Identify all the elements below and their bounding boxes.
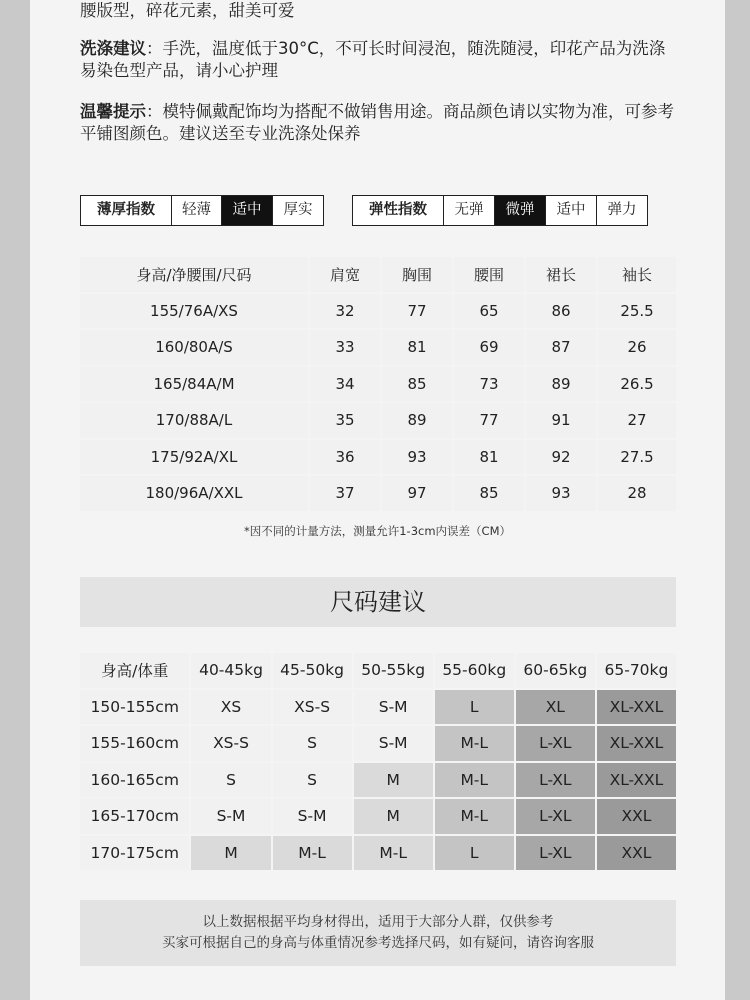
table-cell: XL-XXL (597, 690, 676, 725)
table-cell: S (273, 726, 352, 761)
table-cell: 73 (454, 367, 524, 402)
size-chart-header: 胸围 (382, 257, 452, 292)
table-cell: 32 (310, 294, 380, 329)
table-cell: 93 (382, 440, 452, 475)
elasticity-option: 适中 (545, 196, 596, 225)
recommendation-header: 65-70kg (597, 653, 676, 688)
table-cell: 69 (454, 330, 524, 365)
thickness-index (80, 195, 324, 226)
table-cell: 91 (526, 403, 596, 438)
table-cell: 35 (310, 403, 380, 438)
reminder-text: ：模特佩戴配饰均为搭配不做销售用途。商品颜色请以实物为准，可参考平铺图颜色。建议送至专业洗涤处保养 (80, 102, 674, 143)
size-recommendation-table (78, 651, 678, 872)
size-recommendation-title: 尺码建议 (80, 577, 676, 627)
product-detail-page (30, 0, 725, 1000)
table-cell: L-XL (516, 836, 595, 871)
table-cell: S-M (354, 726, 433, 761)
size-chart-header: 身高/净腰围/尺码 (80, 257, 308, 292)
size-chart-header-row (80, 257, 676, 292)
table-cell: 34 (310, 367, 380, 402)
care-instructions (80, 38, 680, 82)
table-cell: 77 (382, 294, 452, 329)
table-cell: 37 (310, 476, 380, 511)
table-cell: 170-175cm (80, 836, 189, 871)
table-cell: 97 (382, 476, 452, 511)
recommendation-header-row (80, 653, 676, 688)
care-label: 洗涤建议 (80, 39, 146, 58)
table-cell: M-L (354, 836, 433, 871)
table-row (80, 726, 676, 761)
size-chart-header: 裙长 (526, 257, 596, 292)
thickness-option: 厚实 (272, 196, 323, 225)
table-cell: 93 (526, 476, 596, 511)
table-cell: M-L (435, 726, 514, 761)
table-cell: L (435, 690, 514, 725)
table-cell: 165/84A/M (80, 367, 308, 402)
table-cell: 89 (382, 403, 452, 438)
recommendation-header: 身高/体重 (80, 653, 189, 688)
thickness-index-title: 薄厚指数 (97, 202, 155, 218)
table-cell: 170/88A/L (80, 403, 308, 438)
table-cell: S-M (273, 799, 352, 834)
size-chart-header: 肩宽 (310, 257, 380, 292)
table-cell: M (354, 763, 433, 798)
table-cell: XL (516, 690, 595, 725)
table-cell: M-L (435, 799, 514, 834)
table-cell: 175/92A/XL (80, 440, 308, 475)
table-cell: XL-XXL (597, 726, 676, 761)
table-cell: 36 (310, 440, 380, 475)
elasticity-index (352, 195, 648, 226)
table-cell: XL-XXL (597, 763, 676, 798)
table-cell: 155/76A/XS (80, 294, 308, 329)
table-cell: 27.5 (598, 440, 676, 475)
table-row (80, 330, 676, 365)
elasticity-option: 无弹 (443, 196, 494, 225)
care-text: ：手洗，温度低于30°C，不可长时间浸泡，随洗随浸，印花产品为洗涤易染色型产品，请小心护理 (80, 39, 666, 80)
table-cell: 160/80A/S (80, 330, 308, 365)
measurement-note: *因不同的计量方法，测量允许1-3cm内误差（CM） (243, 524, 511, 538)
table-cell: 25.5 (598, 294, 676, 329)
table-cell: L-XL (516, 726, 595, 761)
recommendation-header: 60-65kg (516, 653, 595, 688)
table-cell: 180/96A/XXL (80, 476, 308, 511)
table-cell: 160-165cm (80, 763, 189, 798)
table-cell: L-XL (516, 799, 595, 834)
reminder (80, 101, 680, 145)
table-cell: XXL (597, 799, 676, 834)
elasticity-option-selected: 微弹 (494, 196, 545, 225)
table-cell: S-M (354, 690, 433, 725)
table-row (80, 799, 676, 834)
table-row (80, 294, 676, 329)
table-cell: 26.5 (598, 367, 676, 402)
table-row (80, 403, 676, 438)
reminder-label: 温馨提示 (80, 102, 146, 121)
table-cell: 27 (598, 403, 676, 438)
table-cell: 150-155cm (80, 690, 189, 725)
table-cell: XXL (597, 836, 676, 871)
table-cell: 92 (526, 440, 596, 475)
table-cell: 87 (526, 330, 596, 365)
elasticity-option: 弹力 (596, 196, 647, 225)
thickness-option-selected: 适中 (221, 196, 272, 225)
table-cell: M-L (273, 836, 352, 871)
table-cell: M (191, 836, 270, 871)
table-cell: 165-170cm (80, 799, 189, 834)
table-cell: L (435, 836, 514, 871)
recommendation-header: 55-60kg (435, 653, 514, 688)
table-cell: 89 (526, 367, 596, 402)
table-cell: L-XL (516, 763, 595, 798)
table-cell: 85 (454, 476, 524, 511)
table-cell: M-L (435, 763, 514, 798)
table-cell: 26 (598, 330, 676, 365)
size-chart-header: 腰围 (454, 257, 524, 292)
footer-note (80, 900, 676, 966)
table-row (80, 440, 676, 475)
table-cell: S-M (191, 799, 270, 834)
table-row (80, 836, 676, 871)
thickness-option: 轻薄 (171, 196, 221, 225)
table-row (80, 476, 676, 511)
style-description: 腰版型，碎花元素，甜美可爱 (80, 1, 295, 20)
table-cell: S (273, 763, 352, 798)
table-cell: 33 (310, 330, 380, 365)
recommendation-header: 50-55kg (354, 653, 433, 688)
footer-line-2: 买家可根据自己的身高与体重情况参考选择尺码，如有疑问，请咨询客服 (162, 935, 594, 951)
table-cell: 85 (382, 367, 452, 402)
table-row (80, 690, 676, 725)
table-cell: XS (191, 690, 270, 725)
size-chart-table (78, 255, 678, 513)
table-cell: 155-160cm (80, 726, 189, 761)
table-cell: XS-S (273, 690, 352, 725)
table-cell: 65 (454, 294, 524, 329)
table-cell: 81 (382, 330, 452, 365)
recommendation-header: 45-50kg (273, 653, 352, 688)
size-chart-header: 袖长 (598, 257, 676, 292)
table-cell: 86 (526, 294, 596, 329)
table-cell: XS-S (191, 726, 270, 761)
table-row (80, 367, 676, 402)
table-cell: 28 (598, 476, 676, 511)
table-cell: 77 (454, 403, 524, 438)
table-cell: M (354, 799, 433, 834)
elasticity-index-title: 弹性指数 (369, 202, 427, 218)
table-row (80, 763, 676, 798)
table-cell: 81 (454, 440, 524, 475)
recommendation-header: 40-45kg (191, 653, 270, 688)
footer-line-1: 以上数据根据平均身材得出，适用于大部分人群，仅供参考 (202, 914, 554, 930)
table-cell: S (191, 763, 270, 798)
